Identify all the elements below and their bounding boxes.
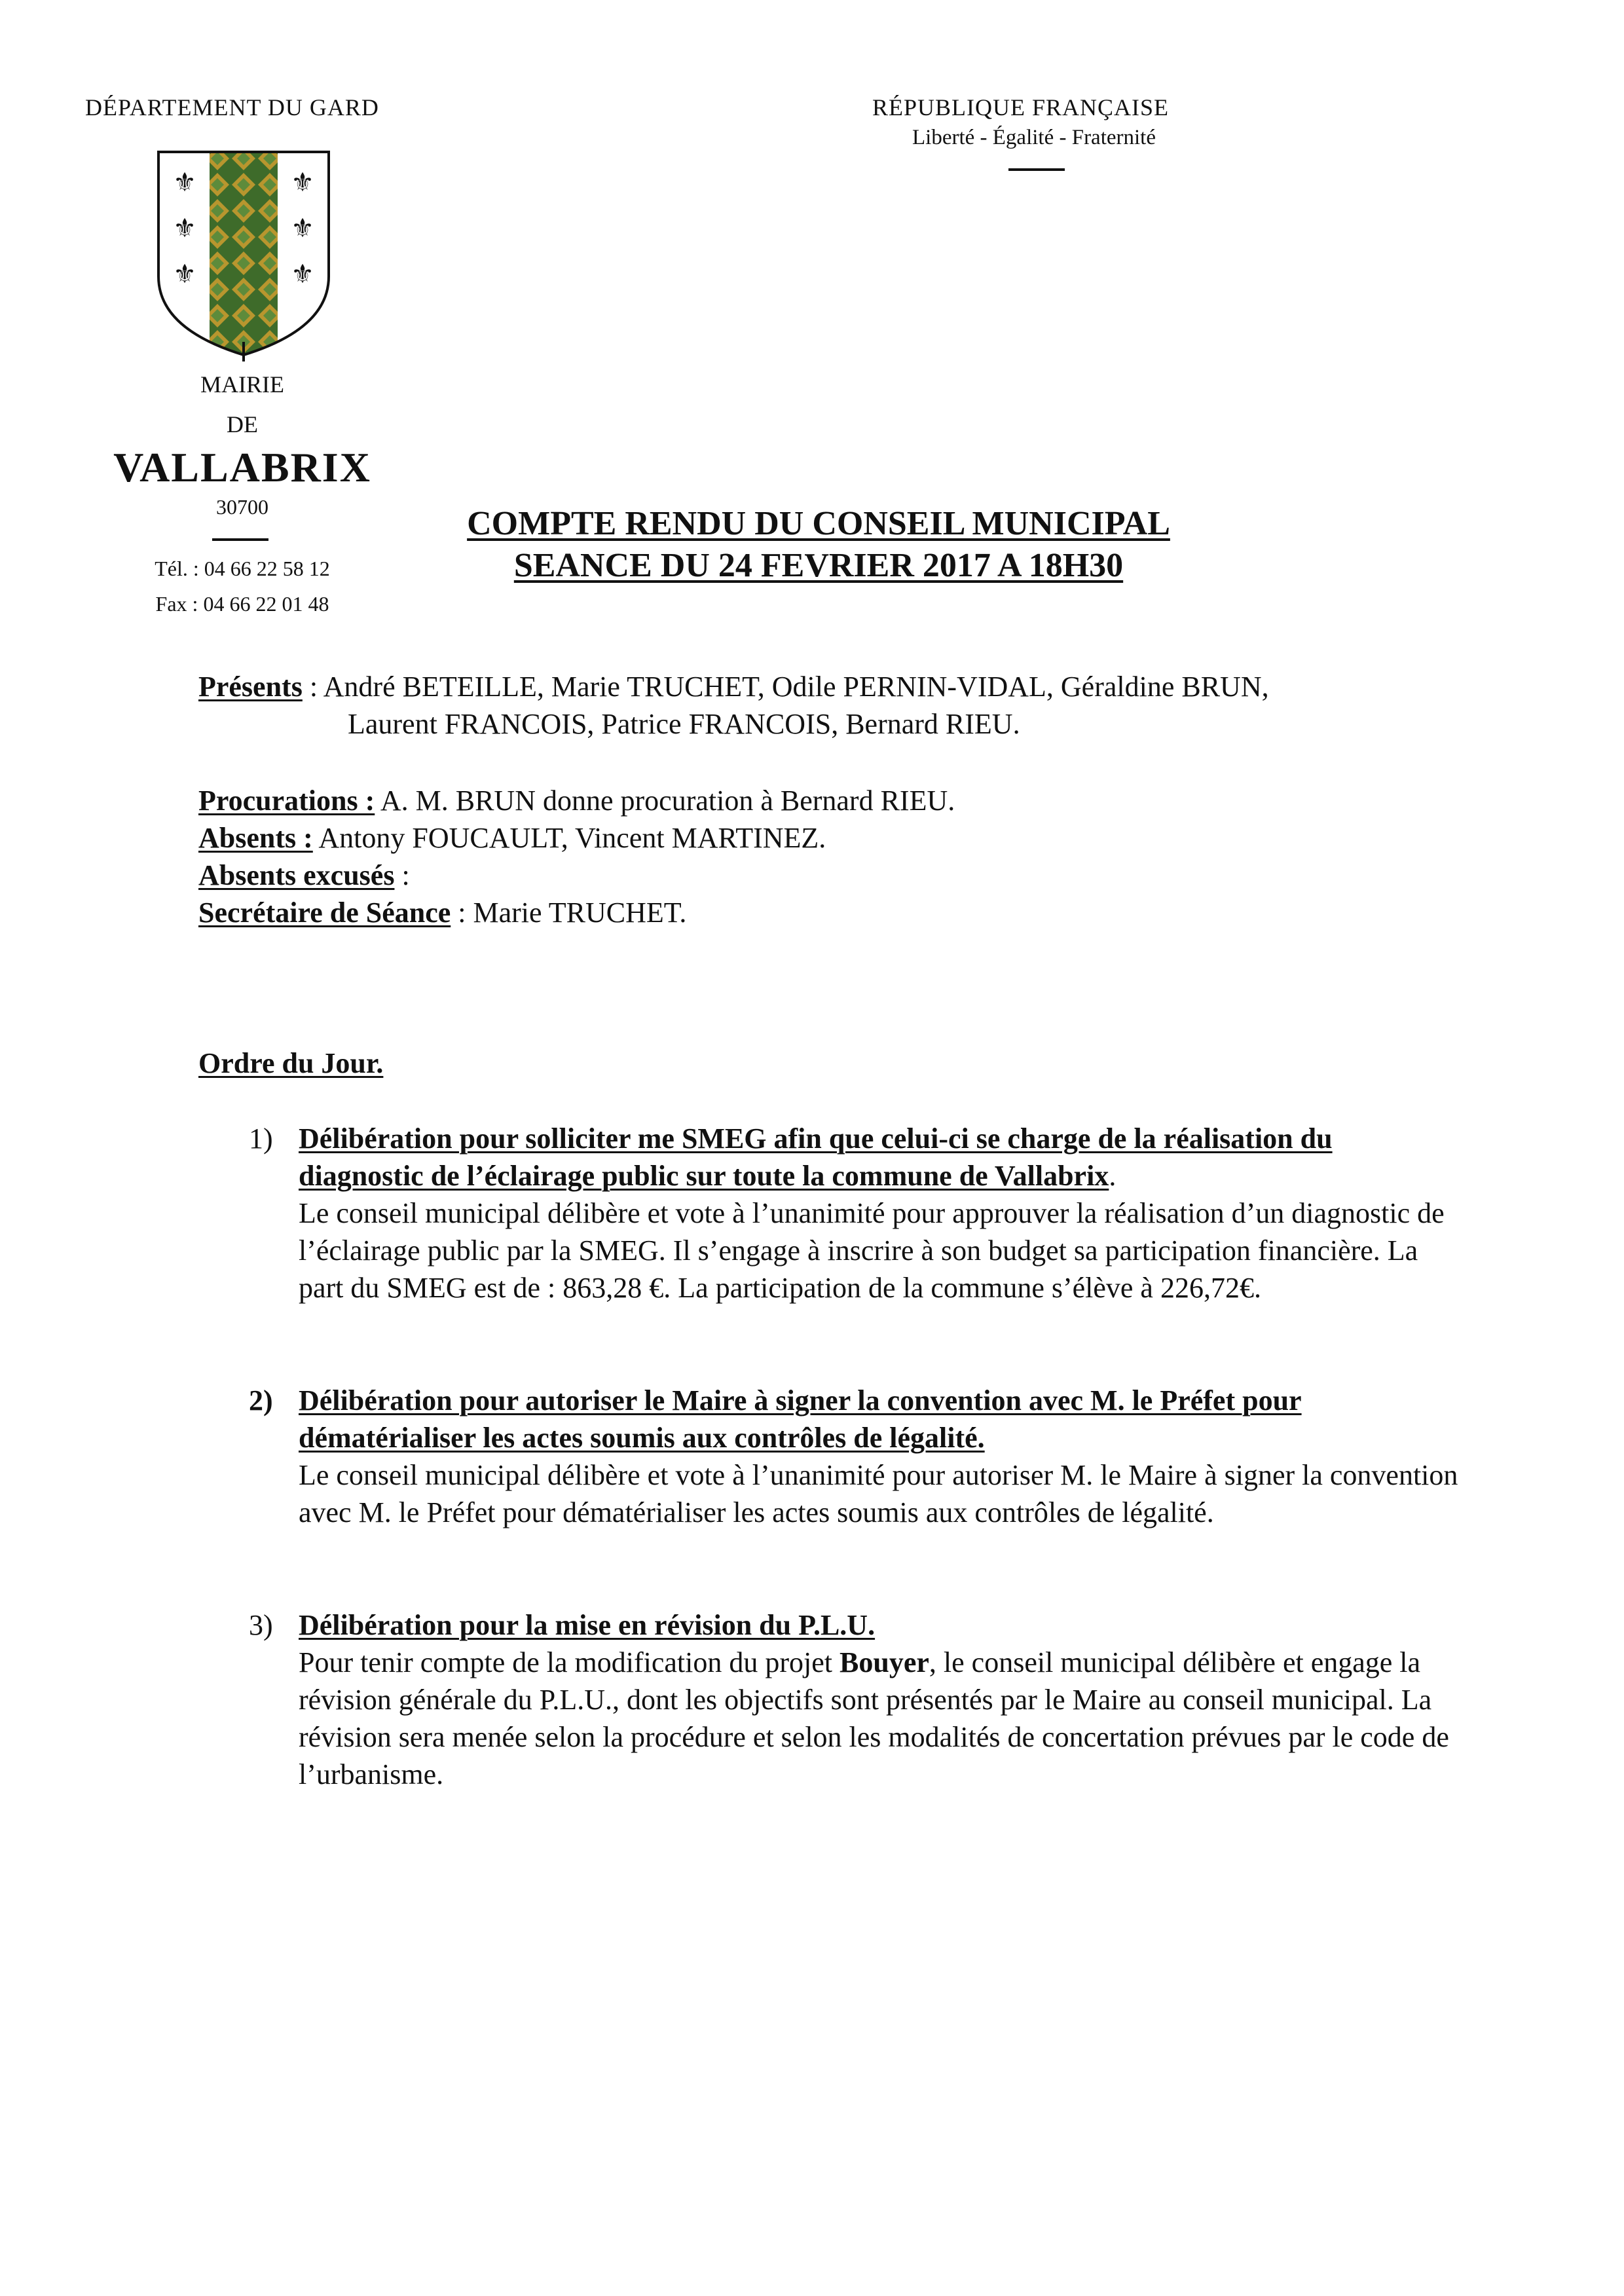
presents-line-1: Présents : André BETEILLE, Marie TRUCHET, Odile PERNIN-VIDAL, Géraldine BRUN, <box>198 671 1269 703</box>
republic-label: RÉPUBLIQUE FRANÇAISE <box>872 94 1170 120</box>
procurations-label: Procurations : <box>198 785 375 817</box>
presents-names: André BETEILLE, Marie TRUCHET, Odile PERNIN-VIDAL, Géraldine BRUN, <box>323 671 1269 703</box>
agenda-item <box>249 1120 1460 1306</box>
secretaire-line: Secrétaire de Séance : Marie TRUCHET. <box>198 897 687 929</box>
mairie-de-label: DE <box>227 411 258 437</box>
agenda-item-number: 3) <box>249 1609 273 1641</box>
department-label: DÉPARTEMENT DU GARD <box>85 94 379 120</box>
document-title: COMPTE RENDU DU CONSEIL MUNICIPAL <box>467 505 1170 542</box>
agenda-item-body: Le conseil municipal délibère et vote à l’unanimité pour approuver la réalisation d’un diagnostic de l’éclairage public par la SMEG. Il s’engage à inscrire à son budget sa participation financière. La part du SMEG est de : 863,28 €. La participation de la commune s’élève à 226,72€. <box>299 1197 1445 1304</box>
agenda-item-heading: Délibération pour autoriser le Maire à signer la convention avec M. le Préfet pour dématérialiser les actes soumis aux contrôles de légalité. <box>299 1384 1302 1454</box>
presents-line-2: Laurent FRANCOIS, Patrice FRANCOIS, Bernard RIEU. <box>348 708 1020 740</box>
session-date: SEANCE DU 24 FEVRIER 2017 A 18H30 <box>513 547 1124 584</box>
agenda-item <box>249 1382 1460 1531</box>
svg-text:⚜: ⚜ <box>291 168 314 198</box>
phone-number: Tél. : 04 66 22 58 12 <box>155 557 330 580</box>
absents-label: Absents : <box>198 822 313 854</box>
presents-label: Présents <box>198 671 303 703</box>
agenda-item-body: Pour tenir compte de la modification du projet Bouyer, le conseil municipal délibère et engage la révision générale du P.L.U., dont les objectifs sont présentés par le Maire au conseil municipal. La révision sera menée selon la procédure et selon les modalités de concertation prévues par le code de l’urbanisme. <box>299 1646 1449 1790</box>
procurations-line: Procurations : A. M. BRUN donne procuration à Bernard RIEU. <box>198 785 955 817</box>
town-name: VALLABRIX <box>113 444 371 491</box>
absents-excuses-label: Absents excusés <box>198 859 395 891</box>
agenda-item <box>249 1606 1460 1793</box>
presents-block <box>198 668 1443 743</box>
agenda-item-heading: Délibération pour solliciter me SMEG afin que celui-ci se charge de la réalisation du diagnostic de l’éclairage public sur toute la commune de Vallabrix. <box>299 1122 1333 1192</box>
motto-divider <box>1008 168 1065 171</box>
absents-line: Absents : Antony FOUCAULT, Vincent MARTINEZ. <box>198 822 826 854</box>
republic-motto: Liberté - Égalité - Fraternité <box>912 126 1156 149</box>
svg-text:⚜: ⚜ <box>173 259 196 289</box>
project-name: Bouyer <box>840 1646 929 1678</box>
svg-text:⚜: ⚜ <box>173 213 196 244</box>
coat-of-arms-icon <box>152 145 335 361</box>
agenda-title: Ordre du Jour. <box>198 1047 384 1079</box>
svg-text:⚜: ⚜ <box>173 168 196 198</box>
mairie-label: MAIRIE <box>200 371 284 398</box>
attendance-details <box>198 782 1443 931</box>
agenda-item-number: 2) <box>249 1384 273 1416</box>
secretaire-label: Secrétaire de Séance <box>198 897 451 929</box>
absents-excuses-line: Absents excusés : <box>198 859 410 891</box>
mairie-divider <box>212 538 268 541</box>
agenda-item-body: Le conseil municipal délibère et vote à l’unanimité pour autoriser M. le Maire à signer la convention avec M. le Préfet pour dématérialiser les actes soumis aux contrôles de légalité. <box>299 1459 1458 1528</box>
agenda-item-heading: Délibération pour la mise en révision du P.L.U. <box>299 1609 876 1641</box>
svg-text:⚜: ⚜ <box>291 213 314 244</box>
fax-number: Fax : 04 66 22 01 48 <box>155 592 329 616</box>
agenda-item-number: 1) <box>249 1122 273 1155</box>
contact-block <box>131 551 354 621</box>
svg-text:⚜: ⚜ <box>291 259 314 289</box>
postcode: 30700 <box>216 495 268 519</box>
